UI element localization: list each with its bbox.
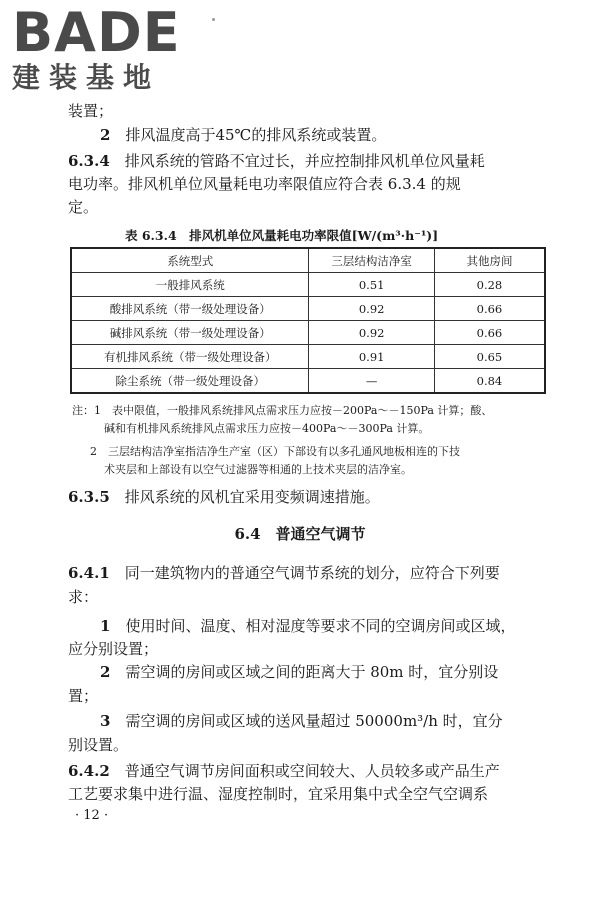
cell: — [309,369,435,394]
para-continuation: 装置； [68,102,114,120]
item-3 [100,710,542,732]
item-text: 使用时间、温度、相对湿度等要求不同的空调房间或区域， [125,617,516,635]
table-row [71,273,545,297]
table-row [71,369,545,394]
cell: 酸排风系统（带一级处理设备） [71,297,309,321]
item-number: 2 [100,663,111,681]
clause-text: 排风系统的风机宜采用变频调速措施。 [124,488,380,506]
cell: 碱排风系统（带一级处理设备） [71,321,309,345]
table-row [71,345,545,369]
clause-text: 排风系统的管路不宜过长，并应控制排风机单位风量耗 [124,152,485,170]
cell: 0.51 [309,273,435,297]
clause-text: 同一建筑物内的普通空气调节系统的划分，应符合下列要 [124,564,500,582]
cell: 0.28 [434,273,545,297]
clause-6-3-5 [68,486,542,508]
clause-6-3-4-line3: 定。 [68,198,99,216]
cell: 0.92 [309,297,435,321]
clause-number: 6.3.5 [68,488,110,506]
clause-number: 6.4.1 [68,564,110,582]
item-2 [100,661,542,683]
power-limit-table [70,247,546,394]
note-1-line1: 注：1 表中限值，一般排风系统排风点需求压力应按－200Pa～－150Pa 计算；酸、 [72,404,493,417]
page-number: · 12 · [75,808,109,823]
item-2-exhaust-temp [100,124,542,146]
clause-number: 6.4.2 [68,762,110,780]
item-text: 排风温度高于45℃的排风系统或装置。 [125,126,387,144]
item-number: 2 [100,126,111,144]
logo [12,1,181,94]
cell: 0.66 [434,297,545,321]
cell: 有机排风系统（带一级处理设备） [71,345,309,369]
item-1 [100,615,542,637]
clause-6-3-4 [68,150,542,172]
table-title: 表 6.3.4 排风机单位风量耗电功率限值[W/(m³·h⁻¹)] [125,228,439,243]
item-text: 需空调的房间或区域之间的距离大于 80m 时，宜分别设 [125,663,499,681]
cell: 一般排风系统 [71,273,309,297]
item-number: 1 [100,617,111,635]
section-title: 6.4 普通空气调节 [234,525,366,543]
clause-text: 普通空气调节房间面积或空间较大、人员较多或产品生产 [124,762,500,780]
header-system-type: 系统型式 [71,248,309,273]
clause-6-4-2 [68,760,542,782]
header-other-rooms: 其他房间 [434,248,545,273]
cell: 除尘系统（带一级处理设备） [71,369,309,394]
logo-subtitle: 建装基地 [12,61,161,94]
clause-6-4-1 [68,562,542,584]
item-number: 3 [100,712,111,730]
note-2-line2: 术夹层和上部设有以空气过滤器等相通的上技术夹层的洁净室。 [104,463,412,476]
scan-dot [212,18,215,21]
cell: 0.92 [309,321,435,345]
cell: 0.91 [309,345,435,369]
item-2-line2: 置； [68,687,99,705]
item-1-line2: 应分别设置； [68,640,159,658]
cell: 0.65 [434,345,545,369]
item-text: 需空调的房间或区域的送风量超过 50000m³/h 时，宜分 [125,712,503,730]
clause-6-4-2-line2: 工艺要求集中进行温、湿度控制时，宜采用集中式全空气空调系 [68,785,489,803]
table-row [71,321,545,345]
clause-6-3-4-line2: 电功率。排风机单位风量耗电功率限值应符合表 6.3.4 的规 [68,175,461,193]
cell: 0.66 [434,321,545,345]
note-1-line2: 碱和有机排风系统排风点需求压力应按－400Pa～－300Pa 计算。 [104,422,430,435]
header-three-layer: 三层结构洁净室 [309,248,435,273]
table-row [71,297,545,321]
logo-brand: BADE [12,1,181,64]
cell: 0.84 [434,369,545,394]
clause-6-4-1-line2: 求： [68,588,99,606]
clause-number: 6.3.4 [68,152,110,170]
note-2-line1: 2 三层结构洁净室指洁净生产室（区）下部设有以多孔通风地板相连的下技 [90,445,460,458]
item-3-line2: 别设置。 [68,736,129,754]
table-header-row [71,248,545,273]
